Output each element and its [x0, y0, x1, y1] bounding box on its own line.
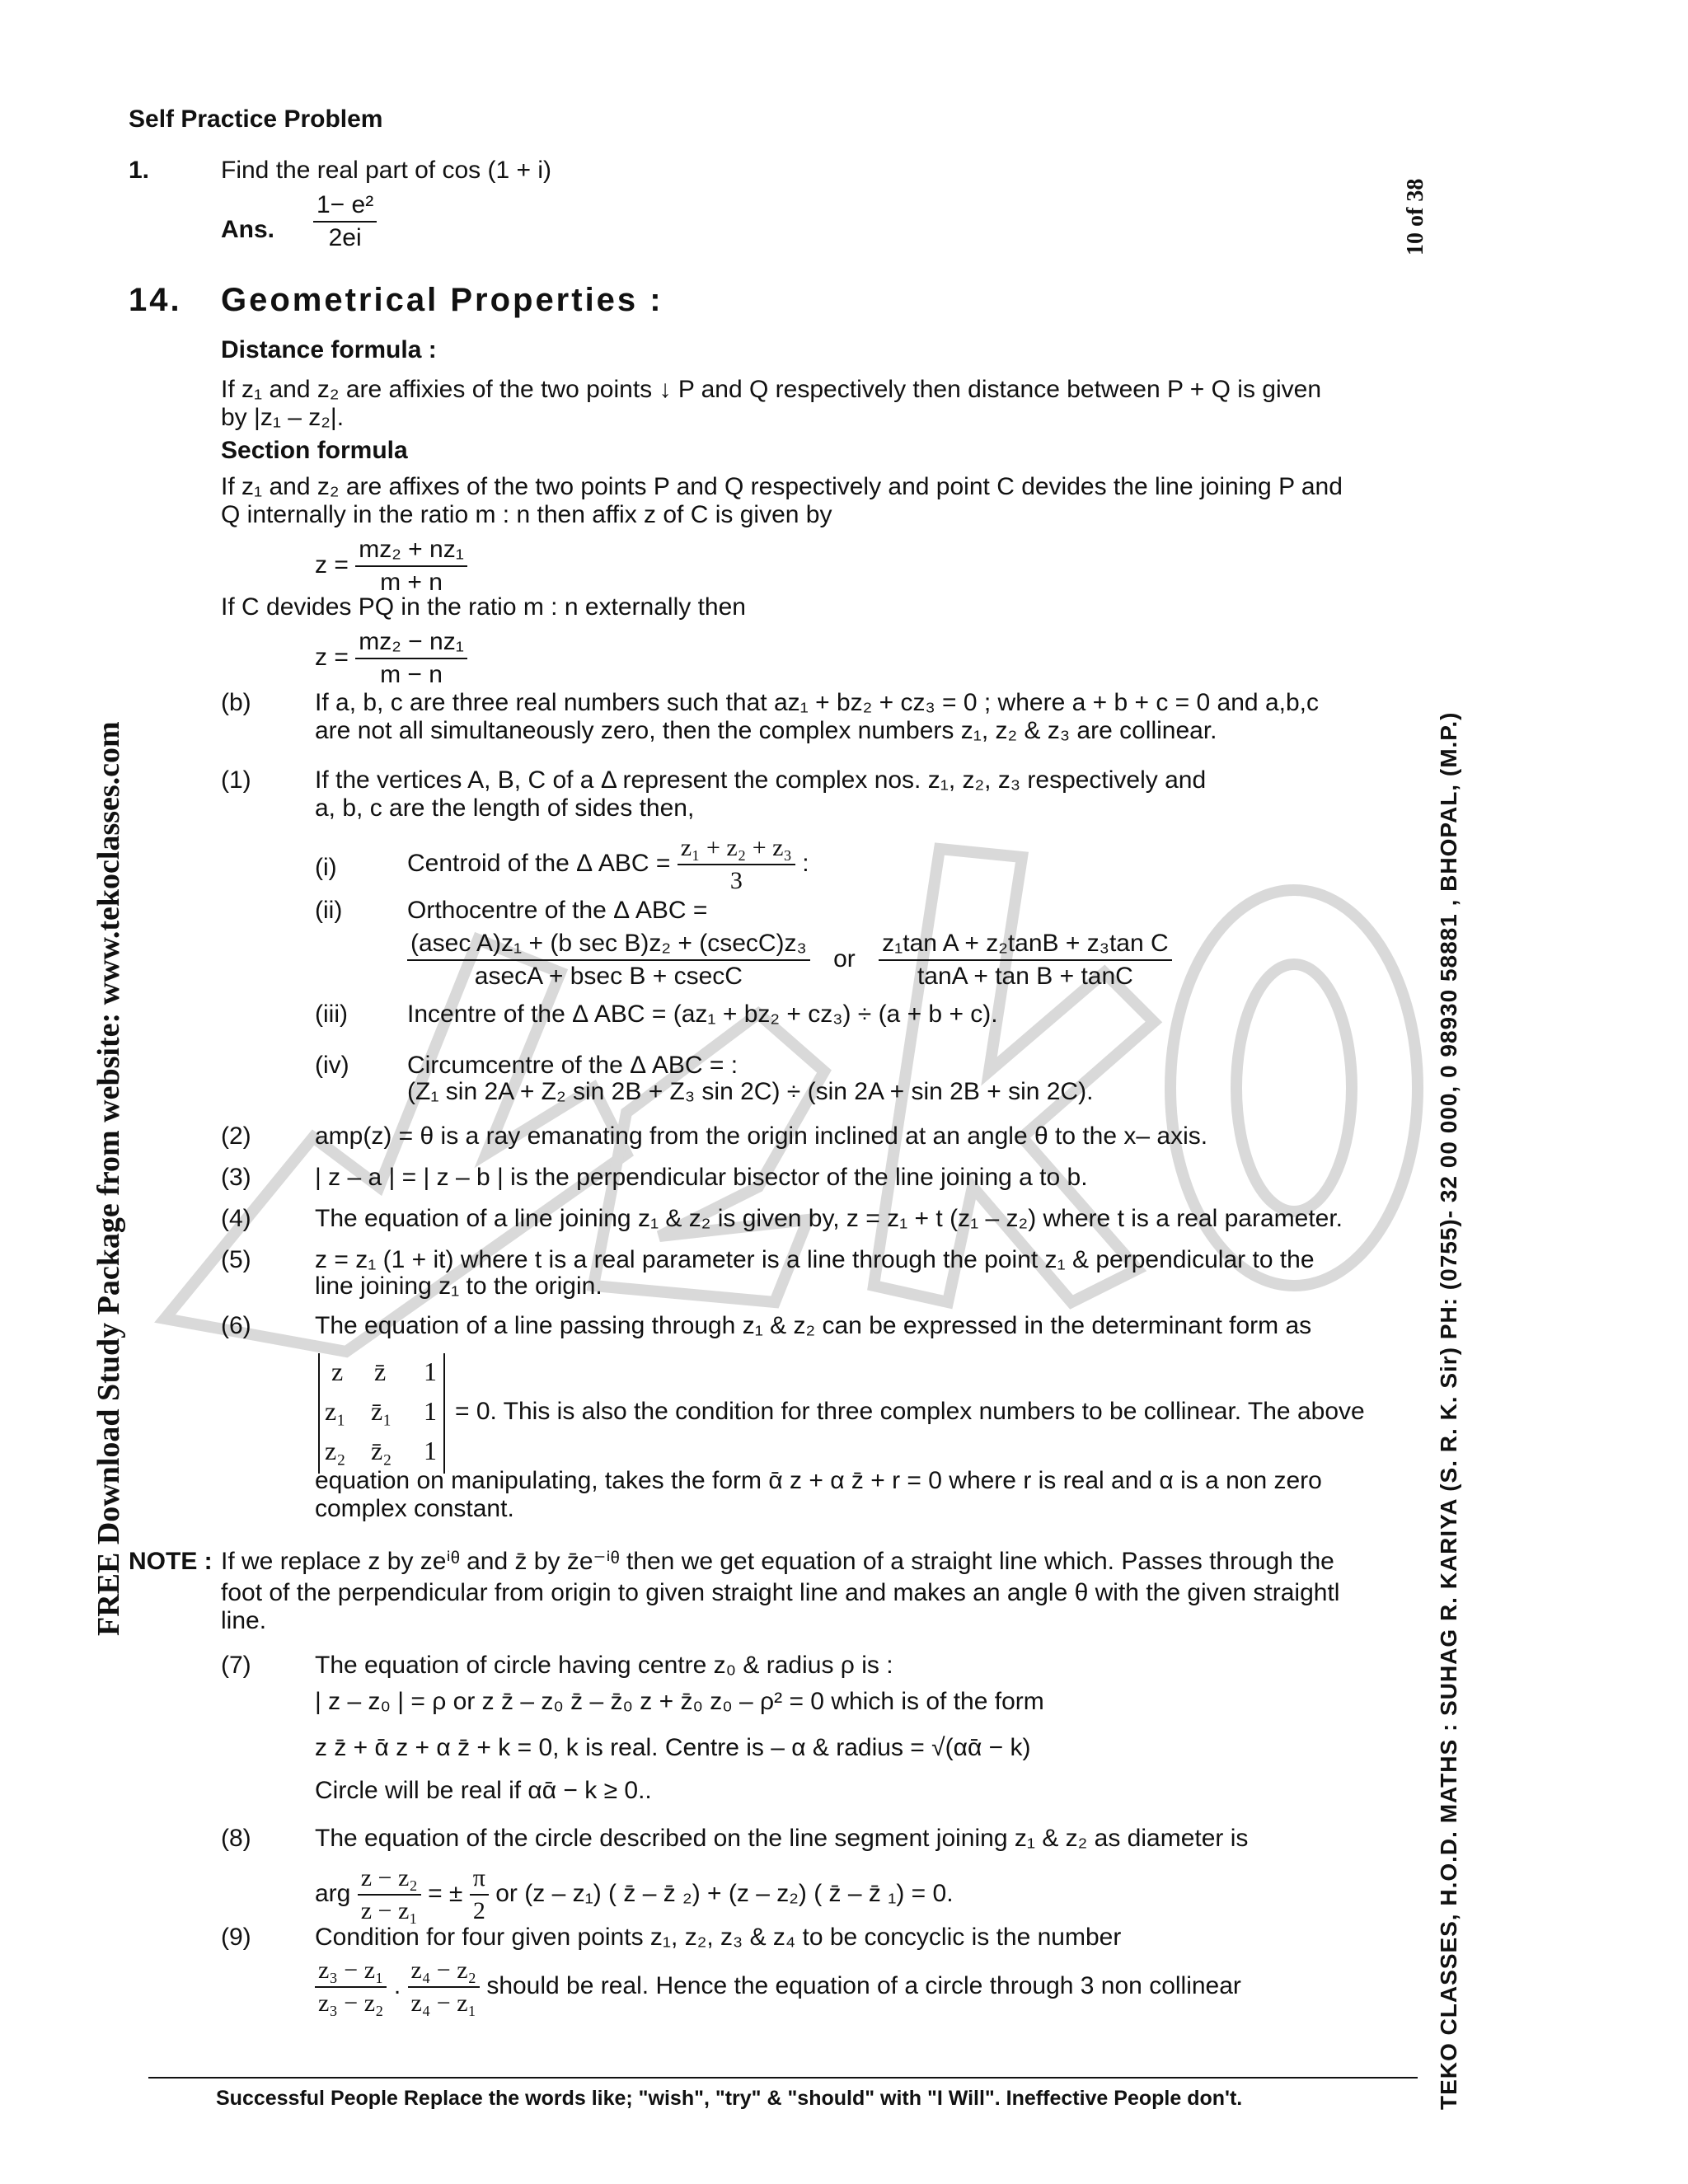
- item-2-label: (2): [221, 1122, 251, 1150]
- arg-numerator: z − z₂: [358, 1864, 421, 1896]
- orthocentre-formula: [407, 930, 1172, 991]
- f1-denominator: z₃ − z₂: [318, 1990, 384, 2017]
- section-formula-heading: Section formula: [221, 437, 408, 464]
- answer-label: Ans.: [221, 216, 275, 243]
- item-6-label: (6): [221, 1312, 251, 1339]
- item-7-line-1: The equation of circle having centre z₀ & radius ρ is :: [315, 1652, 893, 1679]
- item-5-label: (5): [221, 1246, 251, 1273]
- determinant-line-3: complex constant.: [315, 1495, 514, 1522]
- circumcentre-label: (iv): [315, 1052, 349, 1079]
- item-9-formula: [315, 1957, 1241, 2018]
- item-7-line-3: z z̄ + ᾱ z + α z̄ + k = 0, k is real. Centre is – α & radius = √(αᾱ − k): [315, 1734, 1031, 1761]
- external-division-formula: [315, 628, 467, 689]
- f2-numerator: z₄ − z₂: [408, 1957, 480, 1988]
- determinant-after: = 0. This is also the condition for three complex numbers to be collinear. The above: [455, 1398, 1365, 1425]
- item-9-label: (9): [221, 1924, 251, 1951]
- det-r1-c3: 1: [424, 1357, 437, 1386]
- circumcentre-line-2: (Z₁ sin 2A + Z₂ sin 2B + Z₃ sin 2C) ÷ (sin 2A + sin 2B + sin 2C).: [407, 1078, 1094, 1105]
- item-7-line-4: Circle will be real if αᾱ − k ≥ 0..: [315, 1777, 652, 1804]
- circumcentre-line-1: Circumcentre of the Δ ABC = :: [407, 1052, 738, 1079]
- note-line-3: line.: [221, 1607, 267, 1634]
- det-r3-c1: z₂: [325, 1436, 346, 1465]
- side-contact-text: TEKO CLASSES, H.O.D. MATHS : SUHAG R. KARIYA (S. R. K. Sir) PH: (0755)- 32 00 000, 0 98930 58881 , BHOPAL, (M.P.): [1436, 711, 1461, 2110]
- ortho-or: or: [833, 944, 856, 972]
- ortho-denominator-2: tanA + tan B + tanC: [917, 963, 1133, 990]
- orthocentre-label: (ii): [315, 897, 343, 924]
- arg-text: arg: [315, 1879, 351, 1907]
- answer-numerator: 1− e²: [313, 191, 377, 223]
- item-b-label: (b): [221, 689, 251, 716]
- det-r2-c1: z₁: [325, 1396, 346, 1426]
- external-division-text: If C devides PQ in the ratio m : n externally then: [221, 593, 746, 621]
- pi-denominator: 2: [472, 1897, 485, 1924]
- det-r2-c3: 1: [424, 1396, 437, 1426]
- note-label: NOTE :: [129, 1548, 213, 1575]
- note-line-1: If we replace z by zeⁱᶿ and z̄ by z̄e⁻ⁱᶿ then we get equation of a straight line which. Passes through the: [221, 1548, 1334, 1575]
- footer-rule: [148, 2077, 1418, 2079]
- question-number: 1.: [129, 157, 150, 184]
- incentre-text: Incentre of the Δ ABC = (az₁ + bz₂ + cz₃) ÷ (a + b + c).: [407, 1001, 998, 1028]
- plus-minus: = ±: [428, 1879, 463, 1907]
- item-4-label: (4): [221, 1205, 251, 1232]
- z-equals: z =: [315, 551, 349, 579]
- internal-denominator: m + n: [380, 569, 443, 596]
- item-7-line-2: | z – z₀ | = ρ or z z̄ – z₀ z̄ – z̄₀ z + z̄₀ z₀ – ρ² = 0 which is of the form: [315, 1688, 1044, 1715]
- ortho-denominator-1: asecA + bsec B + csecC: [474, 963, 743, 990]
- section-title: Geometrical Properties :: [221, 282, 663, 318]
- item-5-text: z = z₁ (1 + it) where t is a real parameter is a line through the point z₁ & perpendicular to the: [315, 1246, 1315, 1273]
- item-8-rest: or (z – z₁) ( z̄ – z̄ ₂) + (z – z₂) ( z̄ – z̄ ₁) = 0.: [495, 1879, 954, 1907]
- section-formula-line-2: Q internally in the ratio m : n then affix z of C is given by: [221, 501, 832, 528]
- external-denominator: m − n: [380, 661, 443, 688]
- det-r3-c3: 1: [424, 1436, 437, 1465]
- centroid-numerator: z₁ + z₂ + z₃: [678, 834, 795, 865]
- item-b-line-1: If a, b, c are three real numbers such that az₁ + bz₂ + cz₃ = 0 ; where a + b + c = 0 and a,b,c: [315, 689, 1319, 716]
- footer-quote: Successful People Replace the words like; "wish", "try" & "should" with "I Will". Ineffective People don't.: [216, 2087, 1243, 2110]
- centroid-text: Centroid of the Δ ABC =: [407, 849, 671, 877]
- answer-denominator: 2ei: [328, 224, 362, 251]
- ortho-numerator-1: (asec A)z₁ + (b sec B)z₂ + (csecC)z₃: [407, 930, 810, 961]
- item-9-line-1: Condition for four given points z₁, z₂, z₃ & z₄ to be concyclic is the number: [315, 1924, 1122, 1951]
- internal-division-formula: [315, 536, 467, 597]
- det-r2-c2: z̄₁: [371, 1396, 392, 1426]
- item-7-label: (7): [221, 1652, 251, 1679]
- internal-numerator: mz₂ + nz₁: [355, 536, 467, 567]
- det-r3-c2: z̄₂: [371, 1436, 392, 1465]
- distance-line-1: If z₁ and z₂ are affixies of the two points ↓ P and Q respectively then distance between P + Q is given: [221, 376, 1322, 403]
- pi-numerator: π: [470, 1864, 489, 1896]
- item-5-text-2: line joining z₁ to the origin.: [315, 1272, 603, 1300]
- ortho-numerator-2: z₁tan A + z₂tanB + z₃tan C: [879, 930, 1172, 961]
- distance-heading: Distance formula :: [221, 336, 437, 363]
- page-number: 10 of 38: [1403, 178, 1428, 255]
- determinant: [318, 1353, 445, 1474]
- note-line-2: foot of the perpendicular from origin to given straight line and makes an angle θ with the given straightl: [221, 1579, 1340, 1606]
- item-4-text: The equation of a line joining z₁ & z₂ is given by, z = z₁ + t (z₁ – z₂) where t is a real parameter.: [315, 1205, 1343, 1232]
- orthocentre-text: Orthocentre of the Δ ABC =: [407, 897, 708, 924]
- centroid-colon: :: [802, 849, 809, 877]
- centroid-denominator: 3: [729, 867, 743, 894]
- centroid-label: (i): [315, 854, 337, 881]
- item-1-line-1: If the vertices A, B, C of a Δ represent the complex nos. z₁, z₂, z₃ respectively and: [315, 766, 1207, 794]
- question-text: Find the real part of cos (1 + i): [221, 157, 552, 184]
- incentre-label: (iii): [315, 1001, 348, 1028]
- dot: .: [393, 1971, 401, 1999]
- distance-line-2: by |z₁ – z₂|.: [221, 404, 345, 431]
- item-2-text: amp(z) = θ is a ray emanating from the origin inclined at an angle θ to the x– axis.: [315, 1122, 1208, 1150]
- item-b-line-2: are not all simultaneously zero, then the complex numbers z₁, z₂ & z₃ are collinear.: [315, 717, 1217, 744]
- item-3-text: | z – a | = | z – b | is the perpendicular bisector of the line joining a to b.: [315, 1164, 1088, 1191]
- answer-fraction: [313, 191, 377, 252]
- item-8-formula: [315, 1864, 954, 1925]
- item-8-line-1: The equation of the circle described on the line segment joining z₁ & z₂ as diameter is: [315, 1825, 1249, 1852]
- centroid-row: [407, 834, 809, 895]
- section-formula-line-1: If z₁ and z₂ are affixes of the two points P and Q respectively and point C devides the line joining P and: [221, 473, 1343, 500]
- f2-denominator: z₄ − z₁: [410, 1990, 476, 2017]
- section-number: 14.: [129, 282, 182, 318]
- item-1-line-2: a, b, c are the length of sides then,: [315, 794, 695, 822]
- det-r1-c1: z: [331, 1357, 344, 1386]
- f1-numerator: z₃ − z₁: [315, 1957, 387, 1988]
- determinant-line-2: equation on manipulating, takes the form ᾱ z + α z̄ + r = 0 where r is real and α is a non zero: [315, 1467, 1322, 1494]
- z-equals-2: z =: [315, 643, 349, 671]
- external-numerator: mz₂ − nz₁: [355, 628, 467, 659]
- side-website-text: FREE Download Study Package from website: www.tekoclasses.com: [91, 721, 126, 1636]
- item-6-text: The equation of a line passing through z₁ & z₂ can be expressed in the determinant form as: [315, 1312, 1312, 1339]
- item-8-label: (8): [221, 1825, 251, 1852]
- item-3-label: (3): [221, 1164, 251, 1191]
- item-9-rest: should be real. Hence the equation of a circle through 3 non collinear: [486, 1971, 1241, 1999]
- arg-denominator: z − z₁: [360, 1897, 418, 1924]
- item-1-label: (1): [221, 766, 251, 794]
- det-r1-c2: z̄: [374, 1357, 387, 1386]
- self-practice-heading: Self Practice Problem: [129, 105, 383, 133]
